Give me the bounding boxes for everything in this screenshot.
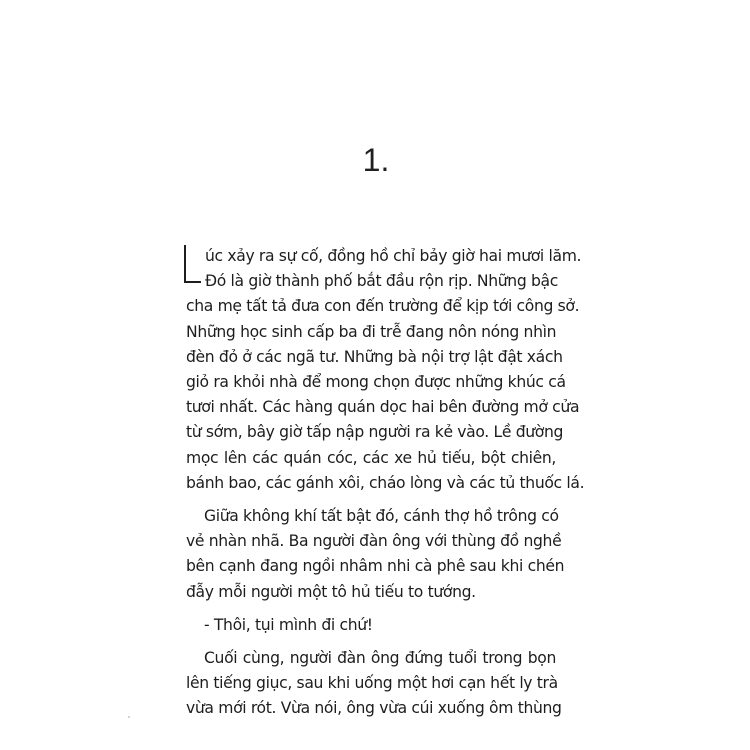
drop-cap-l-ornament — [184, 245, 201, 283]
text-line: từ sớm, bây giờ tấp nập người ra kẻ vào. Lề đường — [186, 423, 564, 442]
text-line: bên cạnh đang ngồi nhâm nhi cà phê sau khi chén — [186, 557, 565, 576]
text-line: - Thôi, tụi mình đi chứ! — [204, 615, 373, 634]
text-line: mọc lên các quán cóc, các xe hủ tiếu, bột chiên, — [186, 448, 556, 467]
text-line: cha mẹ tất tả đưa con đến trường để kịp tới công sở. — [186, 297, 580, 316]
text-line: bánh bao, các gánh xôi, cháo lòng và các tủ thuốc lá. — [186, 473, 585, 492]
paper-speck — [128, 716, 130, 718]
paragraph-3-dialogue — [186, 613, 556, 638]
text-line: tươi nhất. Các hàng quán dọc hai bên đường mở cửa — [186, 398, 580, 417]
text-line: đèn đỏ ở các ngã tư. Những bà nội trợ lật đật xách — [186, 347, 563, 366]
chapter-number: 1. — [362, 142, 390, 178]
text-line: Giữa không khí tất bật đó, cánh thợ hồ trông có — [204, 507, 559, 526]
text-line: vẻ nhàn nhã. Ba người đàn ông với thùng đồ nghề — [186, 532, 562, 551]
text-line: lên tiếng giục, sau khi uống một hơi cạn hết ly trà — [186, 674, 558, 693]
text-line: đẫy mỗi người một tô hủ tiếu to tướng. — [186, 582, 476, 601]
text-line: Những học sinh cấp ba đi trễ đang nôn nóng nhìn — [186, 322, 557, 341]
chapter-body — [186, 244, 585, 722]
paragraph-2 — [186, 504, 565, 605]
text-line: vừa mới rót. Vừa nói, ông vừa cúi xuống ôm thùng — [186, 699, 562, 718]
text-line: Cuối cùng, người đàn ông đứng tuổi trong bọn — [204, 649, 556, 668]
text-line: giỏ ra khỏi nhà để mong chọn được những khúc cá — [186, 373, 566, 392]
paragraph-4 — [186, 646, 562, 722]
text-line: úc xảy ra sự cố, đồng hồ chỉ bảy giờ hai mươi lăm. — [205, 247, 582, 265]
paragraph-1 — [186, 244, 585, 496]
text-line: Đó là giờ thành phố bắt đầu rộn rịp. Những bậc — [205, 272, 558, 291]
